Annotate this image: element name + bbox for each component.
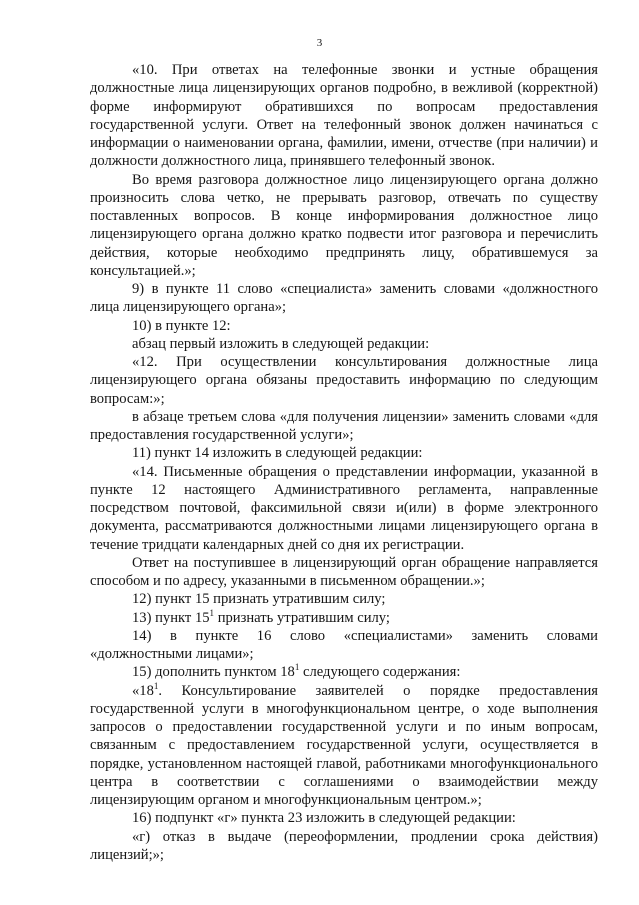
- superscript-1: 1: [209, 607, 215, 618]
- paragraph-amendment-13-before: 13) пункт 15: [132, 609, 210, 626]
- paragraph-amendment-15: [90, 663, 598, 681]
- paragraph-amendment-11: 11) пункт 14 изложить в следующей редакции:: [132, 445, 423, 462]
- paragraph-conversation-rules: Во время разговора должностное лицо лицензирующего органа должно произносить слова четко, не прерывать разговор, отвечать по существу поставленных вопросов. В конце информирования должностное лицо лицензирующего органа должно кратко подвести итог разговора и перечислить действия, которые необходимо предпринять лицу, обратившемуся за консультацией.»;: [90, 171, 598, 279]
- paragraph-amendment-13-after: признать утратившим силу;: [214, 609, 390, 626]
- paragraph-third-abzac: в абзаце третьем слова «для получения лицензии» заменить словами «для предоставления государственной услуги»;: [90, 408, 598, 443]
- superscript-1: 1: [294, 662, 300, 673]
- paragraph-item-18-1: [90, 682, 598, 810]
- superscript-1: 1: [153, 680, 159, 691]
- paragraph-amendment-16: 16) подпункт «г» пункта 23 изложить в следующей редакции:: [132, 810, 516, 827]
- paragraph-amendment-14: 14) в пункте 16 слово «специалистами» заменить словами «должностными лицами»;: [90, 627, 598, 662]
- paragraph-answer-delivery: Ответ на поступившее в лицензирующий орган обращение направляется способом и по адресу, указанными в письменном обращении.»;: [90, 554, 598, 589]
- paragraph-amendment-13: [90, 609, 598, 627]
- paragraph-subitem-g: «г) отказ в выдаче (переоформлении, продлении срока действия) лицензий;»;: [90, 828, 598, 863]
- paragraph-item-18-1-after: . Консультирование заявителей о порядке предоставления государственной услуги в многофункциональном центре, о ходе выполнения запросов о предоставлении государственной услуги и по иным вопросам, связанным с предоставлением государственной услуги, осуществляется в порядке, установленном настоящей главой, работниками многофункционального центра в соответствии с соглашениями о взаимодействии между лицензирующим органом и многофункциональным центром.»;: [90, 682, 598, 808]
- paragraph-amendment-10: 10) в пункте 12:: [132, 317, 231, 334]
- paragraph-amendment-9: 9) в пункте 11 слово «специалиста» заменить словами «должностного лица лицензирующего органа»;: [90, 281, 598, 316]
- paragraph-item-10: «10. При ответах на телефонные звонки и устные обращения должностные лица лицензирующих органов подробно, в вежливой (корректной) форме информируют обратившихся по вопросам предоставления государственной услуги. Ответ на телефонный звонок должен начинаться с информации о наименовании органа, фамилии, имени, отчестве (при наличии) и должности должностного лица, принявшего телефонный звонок.: [90, 62, 598, 170]
- page-number: 3: [316, 37, 323, 49]
- paragraph-amendment-15-after: следующего содержания:: [299, 664, 461, 681]
- paragraph-amendment-15-before: 15) дополнить пунктом 18: [132, 664, 295, 681]
- document-body: [90, 61, 598, 864]
- paragraph-item-14: «14. Письменные обращения о представлении информации, указанной в пункте 12 настоящего Административного регламента, направленные посредством почтовой, факсимильной связи и(или) в форме электронного документа, рассматриваются должностными лицами лицензирующего органа в течение тридцати календарных дней со дня их регистрации.: [90, 463, 598, 553]
- paragraph-item-12: «12. При осуществлении консультирования должностные лица лицензирующего органа обязаны предоставить информацию по следующим вопросам:»;: [90, 354, 598, 407]
- paragraph-amendment-12: 12) пункт 15 признать утратившим силу;: [132, 591, 386, 608]
- paragraph-item-18-1-before: «18: [132, 682, 154, 699]
- paragraph-first-abzac: абзац первый изложить в следующей редакции:: [132, 335, 430, 352]
